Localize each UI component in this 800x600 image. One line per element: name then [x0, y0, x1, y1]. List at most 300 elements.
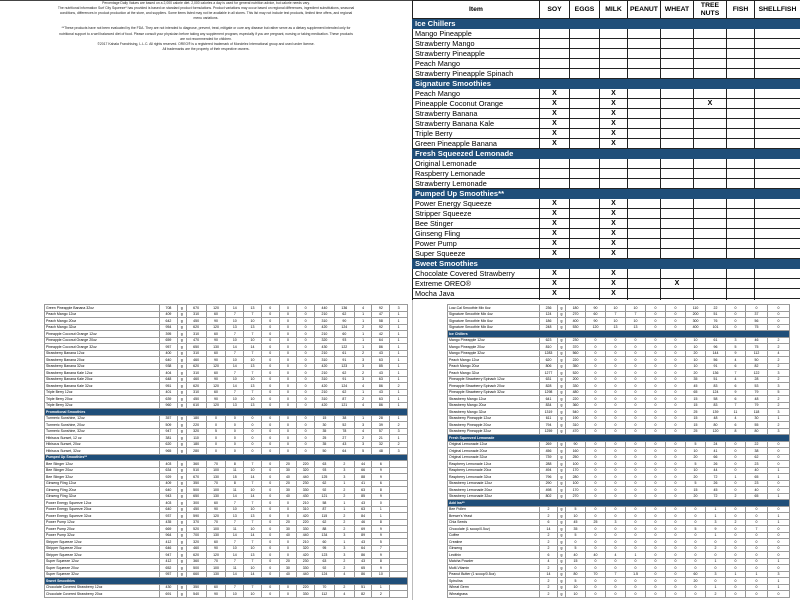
nutrition-value-cell: 639: [160, 396, 178, 403]
nutrition-value-cell: 0: [261, 480, 279, 487]
nutrition-value-cell: 5: [354, 448, 372, 455]
nutrition-value-cell: 0: [646, 565, 666, 572]
nutrition-value-cell: 120: [206, 402, 226, 409]
nutrition-value-cell: 1259: [540, 428, 558, 435]
nutrition-value-cell: 64: [334, 448, 354, 455]
disclaimer-line: All trademarks are the property of their respective owners.: [162, 46, 250, 51]
nutrition-value-cell: 0: [626, 415, 646, 422]
nutrition-value-cell: 0: [726, 513, 746, 520]
allergen-mark-cell: [727, 179, 755, 189]
allergen-mark-cell: [755, 159, 800, 169]
allergen-column-header: WHEAT: [661, 1, 694, 19]
allergen-mark-cell: [540, 179, 570, 189]
allergen-mark-cell: X: [540, 229, 570, 239]
allergen-mark-cell: X: [540, 269, 570, 279]
nutrition-value-cell: 403: [160, 461, 178, 468]
nutrition-value-cell: 2: [768, 363, 790, 370]
allergen-mark-cell: [540, 159, 570, 169]
nutrition-value-cell: 0: [606, 506, 626, 513]
allergen-mark-cell: X: [600, 229, 628, 239]
allergen-section-title: Signature Smoothies: [413, 79, 800, 89]
allergen-mark-cell: [570, 49, 600, 59]
nutrition-value-cell: 0: [666, 350, 686, 357]
nutrition-value-cell: 0: [646, 461, 666, 468]
nutrition-value-cell: 2: [390, 383, 408, 390]
nutrition-value-cell: 0: [586, 357, 606, 364]
nutrition-value-cell: 0: [297, 441, 315, 448]
nutrition-value-cell: 0: [261, 526, 279, 533]
nutrition-value-cell: 14: [226, 571, 244, 578]
nutrition-value-cell: 23: [746, 461, 768, 468]
nutrition-value-cell: 0: [646, 422, 666, 429]
nutrition-value-cell: 1: [706, 532, 726, 539]
allergen-mark-cell: X: [600, 99, 628, 109]
allergen-mark-cell: [628, 279, 661, 289]
nutrition-value-cell: 4: [606, 552, 626, 559]
nutrition-value-cell: 0: [586, 584, 606, 591]
nutrition-value-cell: 121: [314, 493, 334, 500]
nutrition-value-cell: g: [558, 480, 566, 487]
nutrition-value-cell: 61: [334, 350, 354, 357]
nutrition-value-cell: 3: [768, 428, 790, 435]
nutrition-item-name: Strawberry Banana 12oz: [45, 350, 160, 357]
nutrition-value-cell: 310: [186, 311, 206, 318]
allergen-mark-cell: [694, 139, 727, 149]
nutrition-value-cell: 11: [226, 565, 244, 572]
nutrition-value-cell: 11: [226, 467, 244, 474]
allergen-mark-cell: [570, 89, 600, 99]
nutrition-value-cell: g: [558, 305, 566, 312]
allergen-mark-cell: [661, 29, 694, 39]
nutrition-value-cell: 40: [279, 532, 297, 539]
nutrition-value-cell: 7: [726, 370, 746, 377]
nutrition-value-cell: 964: [160, 532, 178, 539]
allergen-mark-cell: [628, 109, 661, 119]
nutrition-value-cell: 0: [646, 578, 666, 585]
nutrition-value-cell: g: [177, 363, 186, 370]
nutrition-value-cell: 3: [390, 428, 408, 435]
nutrition-value-cell: 0: [746, 565, 768, 572]
nutrition-value-cell: 35: [314, 428, 334, 435]
nutrition-value-cell: 220: [566, 357, 586, 364]
nutrition-value-cell: 0: [606, 350, 626, 357]
nutrition-value-cell: 0: [646, 454, 666, 461]
nutrition-value-cell: 0: [586, 591, 606, 598]
allergen-mark-cell: X: [600, 289, 628, 299]
nutrition-value-cell: 48: [706, 415, 726, 422]
nutrition-item-name: Ginseng Fling 12oz: [45, 480, 160, 487]
nutrition-item-name: Original Lemonade 32oz: [448, 454, 540, 461]
nutrition-value-cell: 440: [297, 532, 315, 539]
nutrition-value-cell: 7: [626, 311, 646, 318]
nutrition-value-cell: 0: [586, 526, 606, 533]
nutrition-value-cell: 0: [646, 370, 666, 377]
nutrition-value-cell: 45: [686, 383, 706, 390]
nutrition-value-cell: 0: [666, 370, 686, 377]
allergen-item-row: [413, 209, 800, 219]
nutrition-value-cell: 708: [160, 305, 178, 312]
nutrition-value-cell: 62: [334, 389, 354, 396]
nutrition-value-cell: 0: [746, 305, 768, 312]
nutrition-value-cell: 35: [314, 441, 334, 448]
nutrition-value-cell: 7: [746, 526, 768, 533]
nutrition-value-cell: 0: [666, 461, 686, 468]
allergen-mark-cell: [661, 69, 694, 79]
nutrition-value-cell: 430: [314, 344, 334, 351]
nutrition-value-cell: 25: [686, 409, 706, 416]
nutrition-value-cell: 0: [666, 591, 686, 598]
nutrition-value-cell: 7: [606, 571, 626, 578]
nutrition-value-cell: 210: [314, 331, 334, 338]
nutrition-value-cell: 320: [186, 539, 206, 546]
nutrition-value-cell: 118: [746, 409, 768, 416]
nutrition-value-cell: 85: [372, 363, 390, 370]
nutrition-value-cell: 51: [706, 311, 726, 318]
nutrition-value-cell: 7: [372, 545, 390, 552]
allergen-mark-cell: [755, 169, 800, 179]
nutrition-value-cell: 0: [279, 396, 297, 403]
nutrition-value-cell: 794: [540, 422, 558, 429]
nutrition-value-cell: 0: [726, 584, 746, 591]
nutrition-item-name: Power Pump 20oz: [45, 526, 160, 533]
nutrition-value-cell: 90: [206, 591, 226, 598]
allergen-mark-cell: X: [600, 199, 628, 209]
allergen-item-name: Strawberry Lemonade: [413, 179, 540, 189]
nutrition-value-cell: 2: [354, 435, 372, 442]
nutrition-value-cell: 122: [334, 344, 354, 351]
nutrition-value-cell: 180: [186, 415, 206, 422]
nutrition-value-cell: 38: [746, 448, 768, 455]
nutrition-value-cell: 22: [746, 441, 768, 448]
nutrition-value-cell: g: [558, 565, 566, 572]
nutrition-value-cell: 0: [666, 441, 686, 448]
nutrition-value-cell: 280: [566, 474, 586, 481]
nutrition-value-cell: 0: [626, 493, 646, 500]
allergen-mark-cell: [600, 69, 628, 79]
nutrition-item-name: Strawberry Banana Kale 20oz: [45, 376, 160, 383]
nutrition-value-cell: 10: [686, 363, 706, 370]
nutrition-value-cell: 2: [354, 370, 372, 377]
nutrition-value-cell: 0: [626, 441, 646, 448]
nutrition-item-name: Turmeric Sunshine, 32oz: [45, 428, 160, 435]
nutrition-value-cell: 0: [666, 376, 686, 383]
nutrition-value-cell: 270: [566, 493, 586, 500]
nutrition-value-cell: 22: [706, 305, 726, 312]
nutrition-value-cell: 509: [160, 422, 178, 429]
nutrition-value-cell: 0: [666, 532, 686, 539]
nutrition-value-cell: 0: [646, 552, 666, 559]
nutrition-value-cell: 0: [666, 383, 686, 390]
nutrition-value-cell: 48: [372, 448, 390, 455]
nutrition-item-name: Bee Stinger 32oz: [45, 474, 160, 481]
nutrition-value-cell: 646: [160, 545, 178, 552]
nutrition-value-cell: 9: [726, 350, 746, 357]
nutrition-value-cell: 7: [244, 389, 262, 396]
nutrition-value-cell: 0: [666, 467, 686, 474]
nutrition-value-cell: 10: [606, 318, 626, 325]
nutrition-value-cell: 66: [706, 454, 726, 461]
nutrition-value-cell: 2: [334, 526, 354, 533]
nutrition-item-name: Strawberry Banana 20oz: [45, 357, 160, 364]
nutrition-value-cell: 0: [768, 552, 790, 559]
nutrition-value-cell: 13: [244, 324, 262, 331]
nutrition-value-cell: g: [177, 357, 186, 364]
nutrition-value-cell: 230: [297, 480, 315, 487]
nutrition-value-cell: 0: [279, 331, 297, 338]
nutrition-value-cell: 0: [726, 324, 746, 331]
nutrition-value-cell: 357: [160, 415, 178, 422]
nutrition-value-cell: 210: [314, 370, 334, 377]
allergen-mark-cell: [661, 139, 694, 149]
allergen-mark-cell: [727, 169, 755, 179]
nutrition-value-cell: 86: [354, 552, 372, 559]
nutrition-value-cell: 0: [586, 545, 606, 552]
allergen-mark-cell: [570, 219, 600, 229]
nutrition-value-cell: 210: [314, 350, 334, 357]
nutrition-value-cell: 641: [540, 396, 558, 403]
nutrition-value-cell: 0: [261, 558, 279, 565]
nutrition-item-name: Stripper Squeeze 12oz: [45, 539, 160, 546]
nutrition-value-cell: 0: [768, 311, 790, 318]
nutrition-value-cell: 90: [206, 376, 226, 383]
nutrition-value-cell: 0: [297, 428, 315, 435]
nutrition-value-cell: 0: [279, 441, 297, 448]
nutrition-value-cell: 2: [540, 578, 558, 585]
nutrition-value-cell: 0: [768, 565, 790, 572]
nutrition-value-cell: 0: [768, 441, 790, 448]
allergen-mark-cell: [570, 59, 600, 69]
nutrition-value-cell: 0: [206, 441, 226, 448]
nutrition-value-cell: 1: [706, 558, 726, 565]
nutrition-value-cell: 144: [706, 350, 726, 357]
allergen-mark-cell: [628, 179, 661, 189]
nutrition-value-cell: 11: [226, 487, 244, 494]
nutrition-value-cell: 63: [354, 487, 372, 494]
nutrition-value-cell: 93: [314, 467, 334, 474]
nutrition-value-cell: 2: [768, 357, 790, 364]
nutrition-value-cell: g: [177, 493, 186, 500]
nutrition-value-cell: 0: [586, 441, 606, 448]
allergen-item-name: Peach Mango: [413, 59, 540, 69]
nutrition-value-cell: g: [558, 402, 566, 409]
nutrition-value-cell: 0: [586, 467, 606, 474]
nutrition-value-cell: 1: [354, 331, 372, 338]
allergen-mark-cell: [694, 159, 727, 169]
nutrition-value-cell: 0: [279, 357, 297, 364]
nutrition-value-cell: g: [177, 311, 186, 318]
nutrition-value-cell: 400: [160, 350, 178, 357]
nutrition-value-cell: 20: [686, 454, 706, 461]
allergen-item-row: [413, 89, 800, 99]
nutrition-value-cell: 0: [768, 506, 790, 513]
allergen-mark-cell: [755, 49, 800, 59]
allergen-mark-cell: [570, 119, 600, 129]
nutrition-value-cell: 75: [746, 344, 768, 351]
nutrition-value-cell: 30: [746, 415, 768, 422]
nutrition-value-cell: 0: [261, 422, 279, 429]
nutrition-value-cell: 100: [206, 526, 226, 533]
nutrition-value-cell: 0: [646, 584, 666, 591]
nutrition-value-cell: 14: [226, 383, 244, 390]
nutrition-value-cell: 4: [354, 305, 372, 312]
nutrition-value-cell: 10: [626, 318, 646, 325]
nutrition-value-cell: 0: [626, 350, 646, 357]
nutrition-value-cell: 8: [226, 461, 244, 468]
nutrition-value-cell: 0: [586, 350, 606, 357]
nutrition-value-cell: 310: [314, 376, 334, 383]
allergen-item-name: Bee Stinger: [413, 219, 540, 229]
nutrition-value-cell: 0: [666, 474, 686, 481]
nutrition-value-cell: 0: [646, 493, 666, 500]
nutrition-value-cell: g: [558, 461, 566, 468]
allergen-mark-cell: [755, 279, 800, 289]
nutrition-value-cell: 300: [186, 500, 206, 507]
nutrition-value-cell: 0: [626, 506, 646, 513]
allergen-mark-cell: [727, 159, 755, 169]
nutrition-value-cell: 3: [706, 519, 726, 526]
allergen-mark-cell: [727, 289, 755, 299]
nutrition-value-cell: 0: [606, 545, 626, 552]
nutrition-value-cell: 40: [279, 474, 297, 481]
nutrition-value-cell: 10: [244, 318, 262, 325]
allergen-item-name: Chocolate Covered Strawberry: [413, 269, 540, 279]
nutrition-value-cell: 0: [261, 493, 279, 500]
allergen-mark-cell: [628, 269, 661, 279]
nutrition-value-cell: 11: [726, 409, 746, 416]
nutrition-value-cell: 70: [314, 584, 334, 591]
nutrition-value-cell: 10: [566, 513, 586, 520]
allergen-item-row: [413, 59, 800, 69]
nutrition-value-cell: 0: [686, 584, 706, 591]
allergen-mark-cell: [570, 159, 600, 169]
nutrition-item-name: Turmeric Sunshine, 12oz: [45, 415, 160, 422]
nutrition-value-cell: 0: [279, 500, 297, 507]
nutrition-value-cell: 43: [354, 558, 372, 565]
nutrition-value-cell: 50: [746, 357, 768, 364]
nutrition-value-cell: 65: [686, 389, 706, 396]
nutrition-value-cell: 13: [244, 305, 262, 312]
nutrition-value-cell: 1: [390, 318, 408, 325]
nutrition-value-cell: 7: [726, 402, 746, 409]
nutrition-value-cell: 122: [746, 370, 768, 377]
nutrition-value-cell: 460: [186, 376, 206, 383]
nutrition-value-cell: 0: [626, 337, 646, 344]
nutrition-value-cell: 45: [706, 487, 726, 494]
nutrition-value-cell: 0: [586, 539, 606, 546]
nutrition-value-cell: 0: [726, 591, 746, 598]
nutrition-value-cell: 0: [646, 513, 666, 520]
nutrition-value-cell: 6: [540, 519, 558, 526]
nutrition-value-cell: 412: [160, 558, 178, 565]
allergen-item-name: Strawberry Banana Kale: [413, 119, 540, 129]
nutrition-value-cell: 47: [372, 311, 390, 318]
nutrition-value-cell: 0: [261, 370, 279, 377]
nutrition-value-cell: 0: [279, 344, 297, 351]
nutrition-value-cell: 1: [390, 376, 408, 383]
nutrition-section-title: Ice Chillers: [448, 331, 790, 338]
nutrition-value-cell: 14: [226, 532, 244, 539]
allergen-mark-cell: [570, 179, 600, 189]
allergen-mark-cell: [570, 39, 600, 49]
nutrition-value-cell: 3: [726, 337, 746, 344]
nutrition-value-cell: 125: [314, 474, 334, 481]
nutrition-value-cell: 1.5: [626, 571, 646, 578]
nutrition-value-cell: 0: [646, 383, 666, 390]
nutrition-value-cell: 0: [372, 500, 390, 507]
nutrition-item-name: Strawberry Pineapple 32oz: [448, 428, 540, 435]
nutrition-value-cell: 210: [297, 500, 315, 507]
allergen-mark-cell: [694, 39, 727, 49]
allergen-mark-cell: [755, 219, 800, 229]
allergen-column-header: FISH: [727, 1, 755, 19]
nutrition-value-cell: g: [177, 376, 186, 383]
nutrition-value-cell: g: [558, 519, 566, 526]
nutrition-value-cell: 310: [186, 370, 206, 377]
allergen-mark-cell: [694, 279, 727, 289]
nutrition-value-cell: 0: [626, 545, 646, 552]
nutrition-value-cell: 0: [206, 415, 226, 422]
allergen-mark-cell: [628, 29, 661, 39]
nutrition-value-cell: 0: [606, 428, 626, 435]
nutrition-value-cell: 620: [186, 324, 206, 331]
nutrition-value-cell: 2: [726, 493, 746, 500]
nutrition-value-cell: 420: [314, 363, 334, 370]
nutrition-value-cell: g: [177, 467, 186, 474]
nutrition-value-cell: 1: [768, 578, 790, 585]
nutrition-value-cell: 46: [354, 519, 372, 526]
allergen-mark-cell: [628, 99, 661, 109]
allergen-item-row: [413, 69, 800, 79]
nutrition-value-cell: 0: [646, 318, 666, 325]
nutrition-item-name: Stripper Squeeze 32oz: [45, 552, 160, 559]
nutrition-value-cell: 280: [186, 448, 206, 455]
nutrition-value-cell: 10: [566, 584, 586, 591]
nutrition-value-cell: 58: [314, 500, 334, 507]
nutrition-value-cell: 0: [646, 558, 666, 565]
nutrition-value-cell: 63: [372, 357, 390, 364]
nutrition-value-cell: 101: [706, 324, 726, 331]
nutrition-value-cell: 0: [261, 376, 279, 383]
nutrition-value-cell: 2: [372, 591, 390, 598]
nutrition-value-cell: 50: [314, 448, 334, 455]
nutrition-value-cell: 1277: [540, 370, 558, 377]
allergen-mark-cell: [661, 89, 694, 99]
nutrition-value-cell: 124: [540, 311, 558, 318]
nutrition-value-cell: 360: [186, 558, 206, 565]
nutrition-value-cell: 86: [354, 571, 372, 578]
allergen-column-header: TREE NUTS: [694, 1, 727, 19]
nutrition-value-cell: 310: [186, 389, 206, 396]
nutrition-value-cell: 40: [279, 493, 297, 500]
nutrition-value-cell: 15: [226, 474, 244, 481]
allergen-mark-cell: [628, 139, 661, 149]
nutrition-value-cell: 56: [746, 318, 768, 325]
nutrition-value-cell: 15: [566, 558, 586, 565]
nutrition-value-cell: 1: [334, 539, 354, 546]
nutrition-value-cell: g: [177, 305, 186, 312]
nutrition-value-cell: 1: [390, 344, 408, 351]
nutrition-value-cell: 0: [226, 441, 244, 448]
nutrition-value-cell: 650: [186, 493, 206, 500]
nutrition-value-cell: 320: [314, 337, 334, 344]
nutrition-value-cell: g: [558, 532, 566, 539]
allergen-column-header: PEANUT: [628, 1, 661, 19]
nutrition-value-cell: 13: [226, 513, 244, 520]
nutrition-value-cell: 0: [686, 565, 706, 572]
nutrition-value-cell: 0: [261, 565, 279, 572]
nutrition-value-cell: 0: [626, 396, 646, 403]
nutrition-value-cell: 124: [334, 324, 354, 331]
